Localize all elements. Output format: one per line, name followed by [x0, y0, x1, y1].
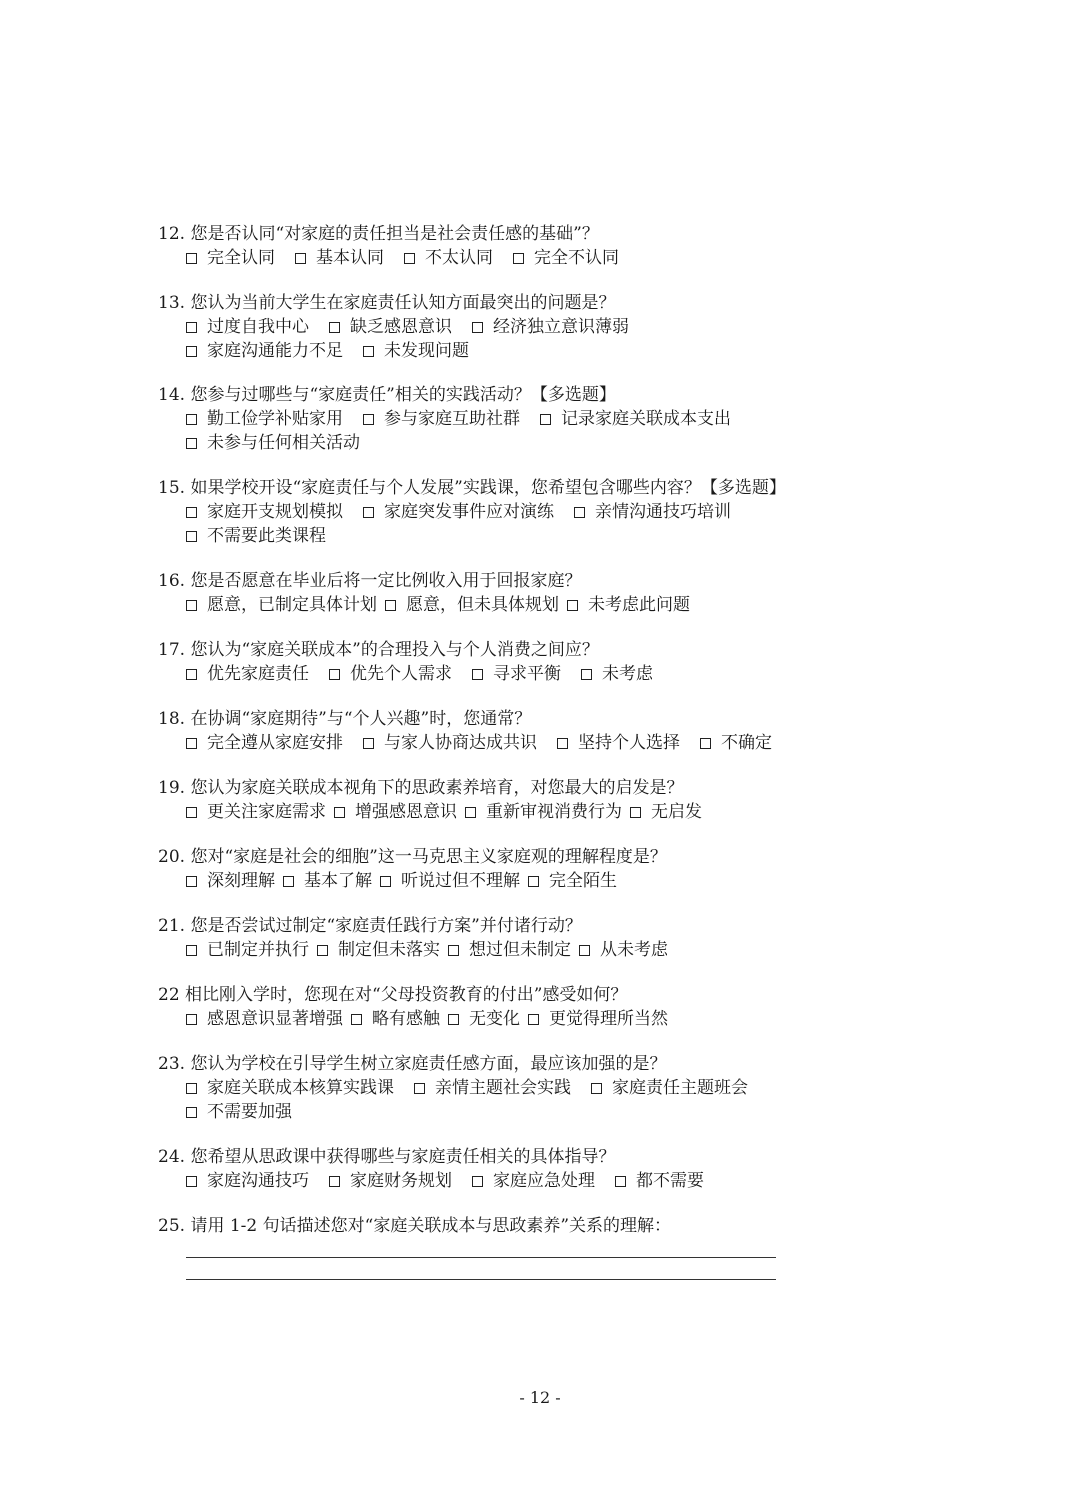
option[interactable]: [404, 246, 493, 270]
option[interactable]: [186, 869, 275, 893]
checkbox-icon[interactable]: [581, 669, 592, 680]
question-25: [158, 1214, 878, 1238]
option-label: 想过但未制定: [469, 940, 571, 960]
option-row: [186, 431, 878, 455]
question-title: 22 相比刚入学时，您现在对“父母投资教育的付出”感受如何？: [158, 985, 628, 1005]
question-title: 17. 您认为“家庭关联成本”的合理投入与个人消费之间应？: [158, 640, 599, 660]
checkbox-icon[interactable]: [186, 945, 197, 956]
checkbox-icon[interactable]: [380, 876, 391, 887]
option[interactable]: [186, 1100, 292, 1124]
option[interactable]: [186, 524, 326, 548]
question-title: 13. 您认为当前大学生在家庭责任认知方面最突出的问题是？: [158, 293, 616, 313]
option-label: 经济独立意识薄弱: [493, 317, 629, 337]
option[interactable]: [528, 1007, 668, 1031]
option-label: 完全认同: [207, 248, 275, 268]
option-label: 无变化: [469, 1009, 520, 1029]
checkbox-icon[interactable]: [630, 807, 641, 818]
option-label: 缺乏感恩意识: [350, 317, 452, 337]
checkbox-icon[interactable]: [186, 253, 197, 264]
option-label: 完全不认同: [534, 248, 619, 268]
option[interactable]: [700, 731, 772, 755]
option-label: 未参与任何相关活动: [207, 433, 360, 453]
option-row: [186, 1076, 878, 1100]
option[interactable]: [329, 315, 452, 339]
question-title: 20. 您对“家庭是社会的细胞”这一马克思主义家庭观的理解程度是？: [158, 847, 667, 867]
checkbox-icon[interactable]: [186, 807, 197, 818]
option-label: 不太认同: [425, 248, 493, 268]
option-label: 更觉得理所当然: [549, 1009, 668, 1029]
option-label: 家庭责任主题班会: [612, 1078, 748, 1098]
option-row: [186, 1007, 878, 1031]
option[interactable]: [186, 315, 309, 339]
checkbox-icon[interactable]: [557, 738, 568, 749]
checkbox-icon[interactable]: [448, 1014, 459, 1025]
option[interactable]: [380, 869, 520, 893]
question-18: [158, 707, 878, 755]
option[interactable]: [186, 431, 360, 455]
option[interactable]: [334, 800, 457, 824]
option[interactable]: [186, 407, 343, 431]
option-label: 参与家庭互助社群: [384, 409, 520, 429]
checkbox-icon[interactable]: [186, 600, 197, 611]
option-label: 制定但未落实: [338, 940, 440, 960]
question-13: [158, 291, 878, 363]
option[interactable]: [574, 500, 731, 524]
option[interactable]: [448, 938, 571, 962]
checkbox-icon[interactable]: [283, 876, 294, 887]
option[interactable]: [186, 500, 343, 524]
option-label: 增强感恩意识: [355, 802, 457, 822]
option-row: [186, 524, 878, 548]
checkbox-icon[interactable]: [363, 507, 374, 518]
checkbox-icon[interactable]: [513, 253, 524, 264]
option[interactable]: [414, 1076, 571, 1100]
checkbox-icon[interactable]: [363, 346, 374, 357]
checkbox-icon[interactable]: [186, 1014, 197, 1025]
option-label: 优先家庭责任: [207, 664, 309, 684]
option-label: 更关注家庭需求: [207, 802, 326, 822]
option[interactable]: [472, 662, 561, 686]
option[interactable]: [186, 246, 275, 270]
question-title: 16. 您是否愿意在毕业后将一定比例收入用于回报家庭？: [158, 571, 582, 591]
question-title: 14. 您参与过哪些与“家庭责任”相关的实践活动？【多选题】: [158, 385, 616, 405]
option-row: [186, 315, 878, 339]
option[interactable]: [472, 315, 629, 339]
option[interactable]: [186, 731, 343, 755]
question-title: 12. 您是否认同“对家庭的责任担当是社会责任感的基础”？: [158, 224, 599, 244]
option-label: 略有感触: [372, 1009, 440, 1029]
option-label: 家庭关联成本核算实践课: [207, 1078, 394, 1098]
question-24: [158, 1145, 878, 1193]
page-number: - 12 -: [519, 1388, 561, 1407]
option[interactable]: [579, 938, 668, 962]
question-19: [158, 776, 878, 824]
option[interactable]: [363, 407, 520, 431]
option-label: 从未考虑: [600, 940, 668, 960]
option[interactable]: [540, 407, 731, 431]
checkbox-icon[interactable]: [472, 1176, 483, 1187]
option-row: [186, 662, 878, 686]
option[interactable]: [186, 339, 343, 363]
option-label: 愿意，已制定具体计划: [207, 595, 377, 615]
option[interactable]: [385, 593, 559, 617]
checkbox-icon[interactable]: [329, 322, 340, 333]
option[interactable]: [567, 593, 690, 617]
option-label: 家庭突发事件应对演练: [384, 502, 554, 522]
option[interactable]: [363, 500, 554, 524]
question-title: 18. 在协调“家庭期待”与“个人兴趣”时，您通常？: [158, 709, 532, 729]
checkbox-icon[interactable]: [567, 600, 578, 611]
checkbox-icon[interactable]: [414, 1083, 425, 1094]
option-label: 无启发: [651, 802, 702, 822]
checkbox-icon[interactable]: [186, 1083, 197, 1094]
option-label: 未发现问题: [384, 341, 469, 361]
checkbox-icon[interactable]: [186, 1176, 197, 1187]
option-row: [186, 339, 878, 363]
checkbox-icon[interactable]: [700, 738, 711, 749]
checkbox-icon[interactable]: [615, 1176, 626, 1187]
option-row: [186, 800, 878, 824]
option[interactable]: [448, 1007, 520, 1031]
checkbox-icon[interactable]: [448, 945, 459, 956]
checkbox-icon[interactable]: [317, 945, 328, 956]
option-label: 未考虑: [602, 664, 653, 684]
option-label: 未考虑此问题: [588, 595, 690, 615]
option-row: [186, 500, 878, 524]
question-17: [158, 638, 878, 686]
option-label: 完全遵从家庭安排: [207, 733, 343, 753]
option-label: 深刻理解: [207, 871, 275, 891]
option-label: 过度自我中心: [207, 317, 309, 337]
option-row: [186, 1169, 878, 1193]
question-12: [158, 222, 878, 270]
option[interactable]: [186, 938, 309, 962]
option[interactable]: [186, 662, 309, 686]
option-label: 家庭应急处理: [493, 1171, 595, 1191]
checkbox-icon[interactable]: [186, 346, 197, 357]
option-label: 亲情沟通技巧培训: [595, 502, 731, 522]
question-title: 19. 您认为家庭关联成本视角下的思政素养培育，对您最大的启发是？: [158, 778, 684, 798]
option[interactable]: [186, 1169, 309, 1193]
option-label: 寻求平衡: [493, 664, 561, 684]
checkbox-icon[interactable]: [329, 669, 340, 680]
option[interactable]: [363, 731, 537, 755]
option[interactable]: [557, 731, 680, 755]
option[interactable]: [351, 1007, 440, 1031]
checkbox-icon[interactable]: [385, 600, 396, 611]
option-label: 都不需要: [636, 1171, 704, 1191]
option-label: 不需要此类课程: [207, 526, 326, 546]
option-label: 家庭财务规划: [350, 1171, 452, 1191]
checkbox-icon[interactable]: [591, 1083, 602, 1094]
option-label: 记录家庭关联成本支出: [561, 409, 731, 429]
checkbox-icon[interactable]: [574, 507, 585, 518]
option-row: [186, 407, 878, 431]
checkbox-icon[interactable]: [579, 945, 590, 956]
question-16: [158, 569, 878, 617]
option-label: 不确定: [721, 733, 772, 753]
answer-line[interactable]: [186, 1257, 776, 1258]
option-label: 坚持个人选择: [578, 733, 680, 753]
option[interactable]: [186, 1076, 394, 1100]
checkbox-icon[interactable]: [186, 876, 197, 887]
question-15: [158, 476, 878, 548]
option-label: 已制定并执行: [207, 940, 309, 960]
option[interactable]: [472, 1169, 595, 1193]
option[interactable]: [465, 800, 622, 824]
question-21: [158, 914, 878, 962]
checkbox-icon[interactable]: [186, 438, 197, 449]
option-row: [186, 593, 878, 617]
option-label: 基本了解: [304, 871, 372, 891]
option-row: [186, 731, 878, 755]
checkbox-icon[interactable]: [186, 669, 197, 680]
option[interactable]: [363, 339, 469, 363]
option[interactable]: [283, 869, 372, 893]
checkbox-icon[interactable]: [334, 807, 345, 818]
option[interactable]: [295, 246, 384, 270]
option-label: 家庭沟通能力不足: [207, 341, 343, 361]
answer-line[interactable]: [186, 1279, 776, 1280]
checkbox-icon[interactable]: [186, 531, 197, 542]
option[interactable]: [186, 1007, 343, 1031]
question-22: [158, 983, 878, 1031]
option[interactable]: [581, 662, 653, 686]
option-row: [186, 1100, 878, 1124]
option-label: 完全陌生: [549, 871, 617, 891]
option-label: 听说过但不理解: [401, 871, 520, 891]
question-14: [158, 383, 878, 455]
checkbox-icon[interactable]: [472, 322, 483, 333]
question-title: 25. 请用 1-2 句话描述您对“家庭关联成本与思政素养”关系的理解：: [158, 1216, 672, 1236]
option-label: 基本认同: [316, 248, 384, 268]
question-title: 15. 如果学校开设“家庭责任与个人发展”实践课，您希望包含哪些内容？【多选题】: [158, 478, 786, 498]
option-label: 勤工俭学补贴家用: [207, 409, 343, 429]
checkbox-icon[interactable]: [528, 876, 539, 887]
question-title: 21. 您是否尝试过制定“家庭责任践行方案”并付诸行动？: [158, 916, 582, 936]
option[interactable]: [630, 800, 702, 824]
option-label: 感恩意识显著增强: [207, 1009, 343, 1029]
option-label: 重新审视消费行为: [486, 802, 622, 822]
option[interactable]: [186, 800, 326, 824]
option-row: [186, 938, 878, 962]
checkbox-icon[interactable]: [351, 1014, 362, 1025]
question-title: 23. 您认为学校在引导学生树立家庭责任感方面，最应该加强的是？: [158, 1054, 667, 1074]
checkbox-icon[interactable]: [540, 414, 551, 425]
question-title: 24. 您希望从思政课中获得哪些与家庭责任相关的具体指导？: [158, 1147, 616, 1167]
option-label: 愿意，但未具体规划: [406, 595, 559, 615]
option-label: 不需要加强: [207, 1102, 292, 1122]
option[interactable]: [329, 662, 452, 686]
checkbox-icon[interactable]: [465, 807, 476, 818]
checkbox-icon[interactable]: [186, 507, 197, 518]
option-row: [186, 246, 878, 270]
option[interactable]: [317, 938, 440, 962]
option-label: 优先个人需求: [350, 664, 452, 684]
checkbox-icon[interactable]: [363, 414, 374, 425]
checkbox-icon[interactable]: [472, 669, 483, 680]
option-label: 与家人协商达成共识: [384, 733, 537, 753]
option-row: [186, 869, 878, 893]
checkbox-icon[interactable]: [404, 253, 415, 264]
option[interactable]: [528, 869, 617, 893]
option-label: 家庭开支规划模拟: [207, 502, 343, 522]
option[interactable]: [329, 1169, 452, 1193]
checkbox-icon[interactable]: [329, 1176, 340, 1187]
question-20: [158, 845, 878, 893]
checkbox-icon[interactable]: [186, 738, 197, 749]
checkbox-icon[interactable]: [186, 322, 197, 333]
option[interactable]: [615, 1169, 704, 1193]
option-label: 亲情主题社会实践: [435, 1078, 571, 1098]
checkbox-icon[interactable]: [186, 1107, 197, 1118]
checkbox-icon[interactable]: [528, 1014, 539, 1025]
option-label: 家庭沟通技巧: [207, 1171, 309, 1191]
checkbox-icon[interactable]: [295, 253, 306, 264]
option[interactable]: [513, 246, 619, 270]
option[interactable]: [186, 593, 377, 617]
question-23: [158, 1052, 878, 1124]
option[interactable]: [591, 1076, 748, 1100]
checkbox-icon[interactable]: [363, 738, 374, 749]
checkbox-icon[interactable]: [186, 414, 197, 425]
